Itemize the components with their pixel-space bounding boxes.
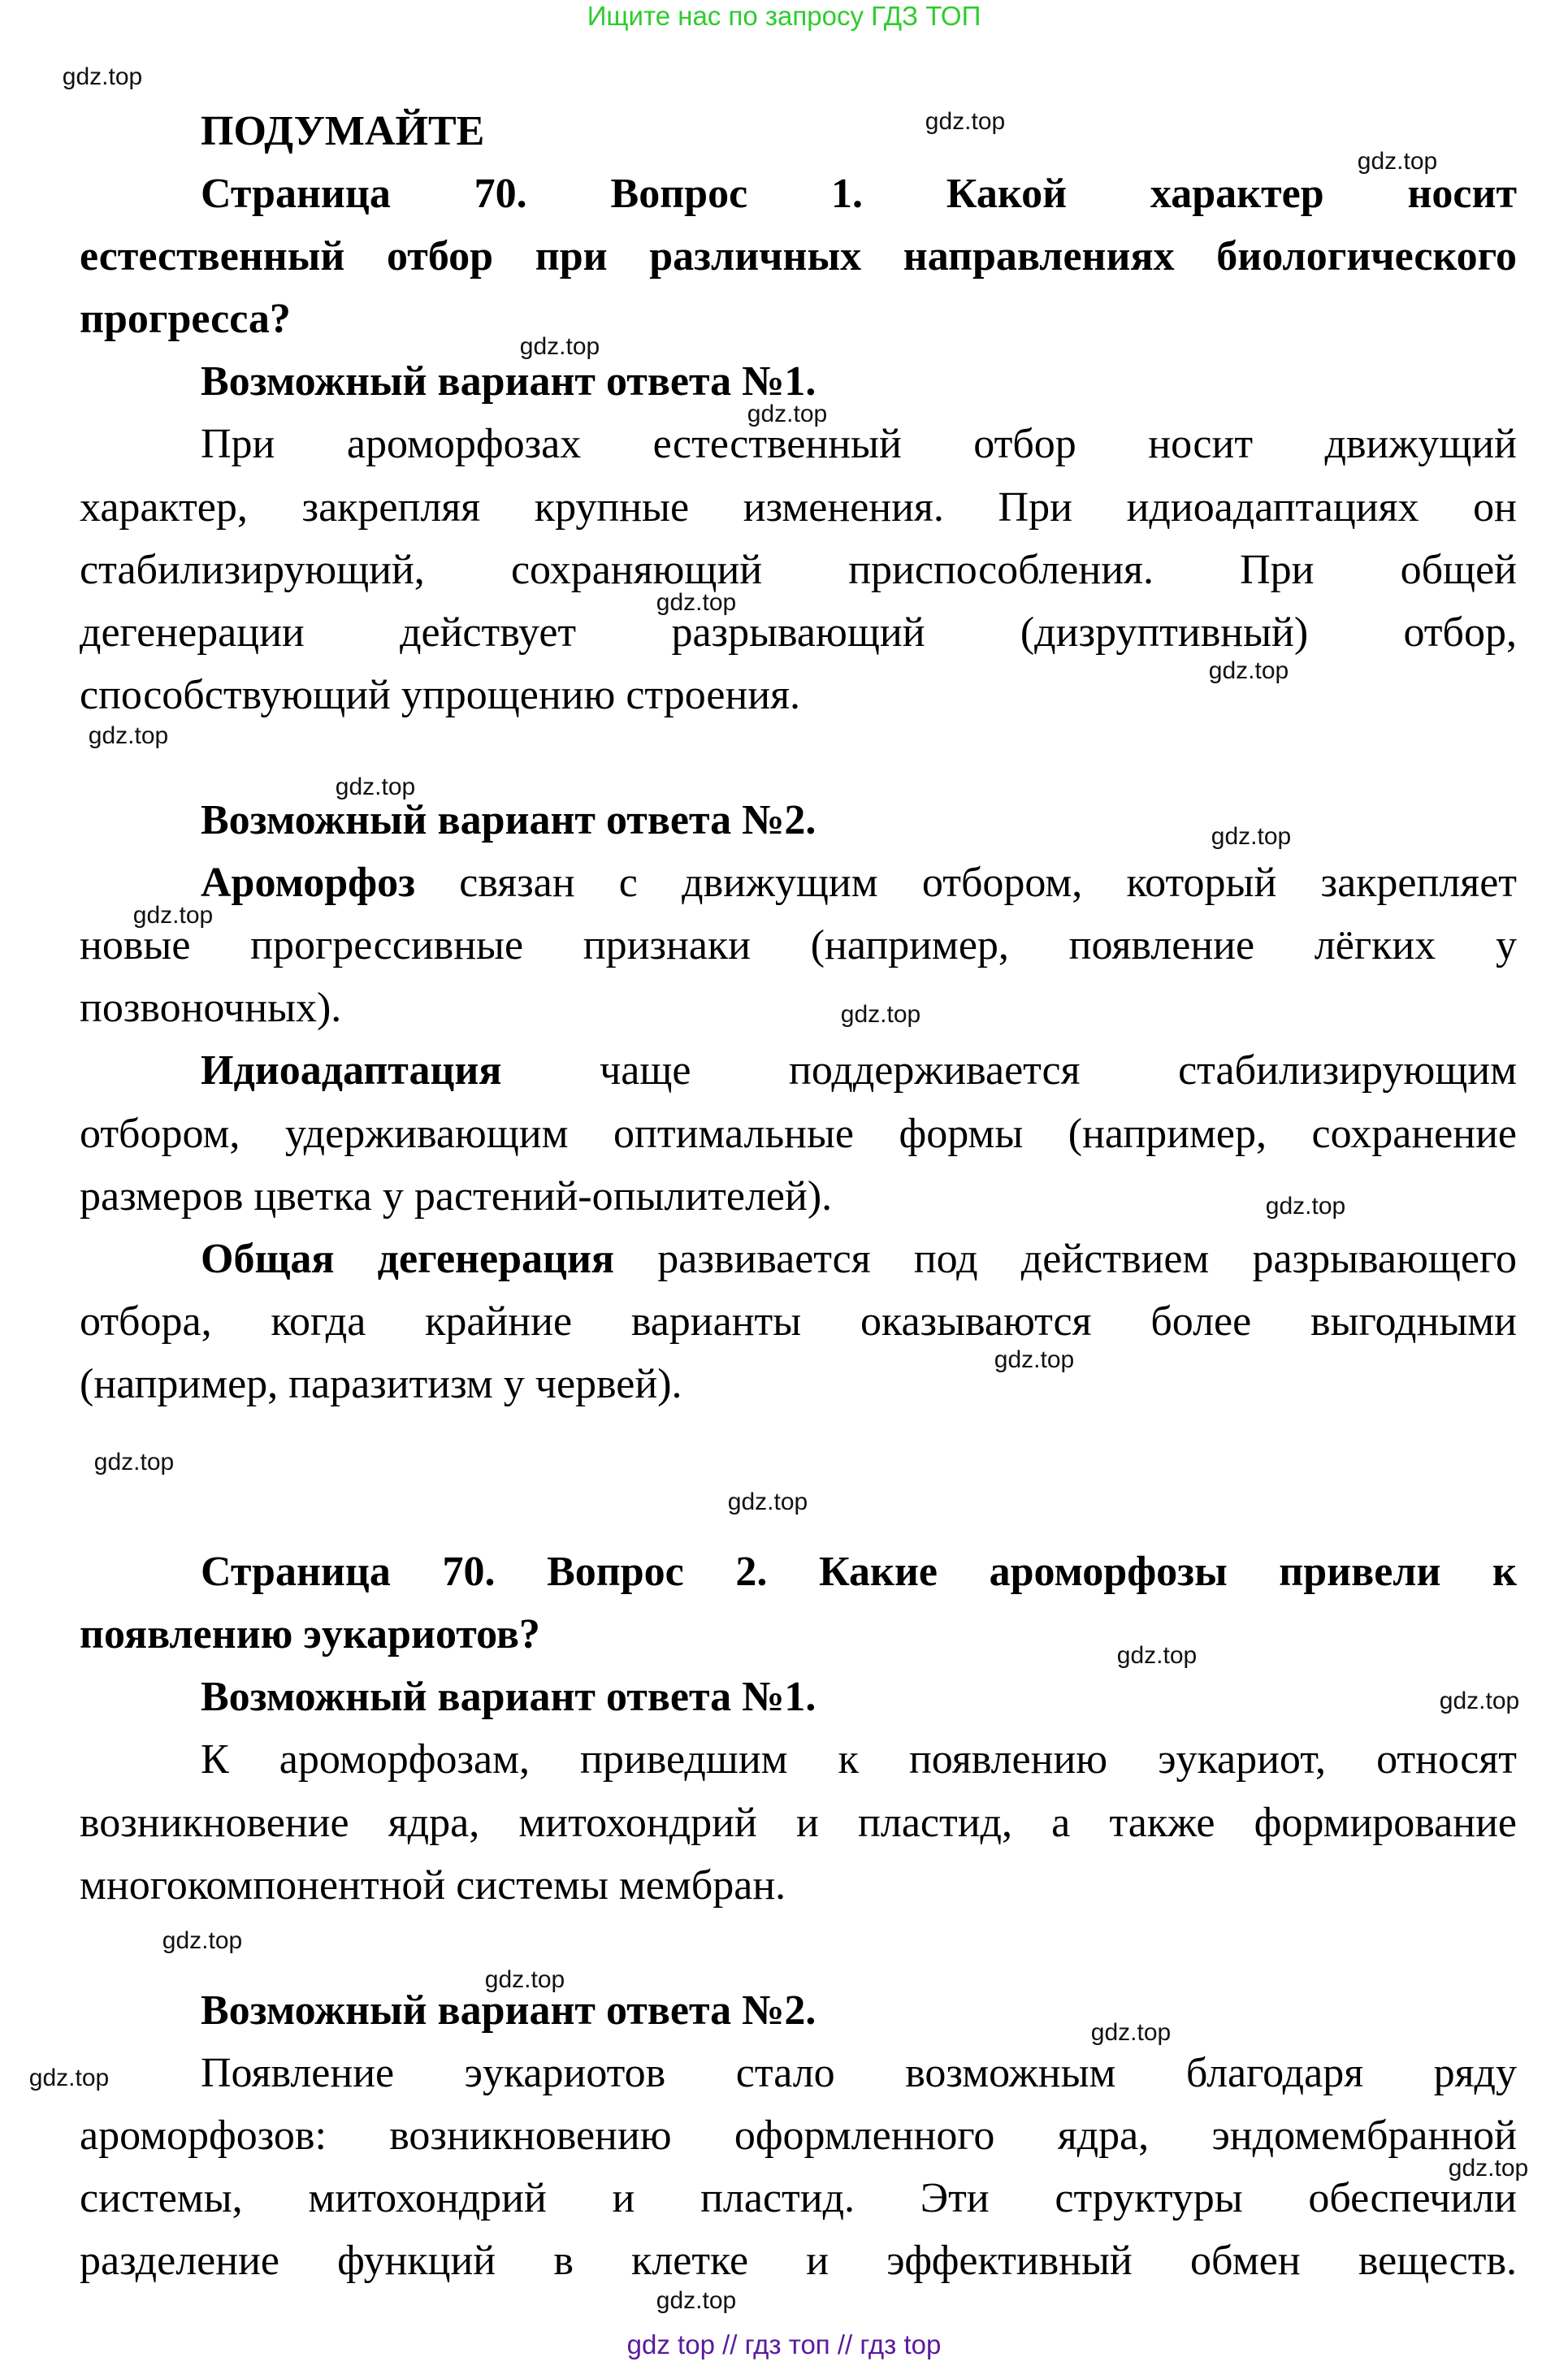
text-line (80, 2042, 1517, 2104)
line-text: Появление эукариотов стало возможным благодаря ряду (201, 2049, 1517, 2096)
heading-line (80, 1540, 1517, 1603)
watermark: gdz.top (162, 1927, 243, 1954)
text-line (80, 2167, 1517, 2230)
text-line (80, 2230, 1517, 2292)
search-banner[interactable]: Ищите нас по запросу ГДЗ ТОП (587, 1, 981, 31)
watermark: gdz.top (925, 108, 1006, 135)
line-text: возникновение ядра, митохондрий и пластид, а также формирование (80, 1799, 1517, 1846)
line-text: Возможный вариант ответа №1. (201, 1674, 816, 1721)
heading-line (80, 1666, 1520, 1728)
text-line (80, 1103, 1517, 1165)
line-text: отбора, когда крайние варианты оказываются более выгодными (80, 1298, 1517, 1345)
watermark: gdz.top (840, 1001, 921, 1028)
watermark: gdz.top (132, 902, 214, 929)
footer-banner[interactable]: gdz top // гдз топ // гдз top (626, 2329, 942, 2360)
heading-line (80, 1603, 1517, 1666)
watermark: gdz.top (1439, 1688, 1520, 1714)
heading-line (80, 288, 1517, 350)
watermark: gdz.top (519, 333, 600, 360)
bold-term: Ароморфоз (201, 860, 416, 907)
text-line (80, 1039, 1517, 1102)
line-text: Страница 70. Вопрос 2. Какие ароморфозы привели к (201, 1549, 1517, 1596)
text-line (80, 1854, 1517, 1917)
heading-line (80, 225, 1517, 288)
line-text: (например, паразитизм у червей). (80, 1360, 682, 1407)
watermark: gdz.top (727, 1488, 808, 1515)
line-text: появлению эукариотов? (80, 1611, 540, 1658)
line-text: новые прогрессивные признаки (например, появление лёгких у (80, 922, 1517, 969)
text-line (80, 977, 1517, 1039)
text-line (80, 1728, 1517, 1791)
line-text: способствующий упрощению строения. (80, 671, 801, 718)
line-text: многокомпонентной системы мембран. (80, 1861, 786, 1909)
line-text: Возможный вариант ответа №2. (201, 797, 816, 844)
bold-term: Общая дегенерация (201, 1235, 615, 1282)
watermark: gdz.top (88, 722, 169, 749)
line-text: дегенерации действует разрывающий (дизруптивный) отбор, (80, 609, 1517, 656)
line-text: Возможный вариант ответа №1. (201, 358, 816, 405)
line-text: системы, митохондрий и пластид. Эти структуры обеспечили (80, 2175, 1517, 2222)
line-text: развивается под действием разрывающего (614, 1235, 1518, 1282)
line-text: отбором, удерживающим оптимальные формы (например, сохранение (80, 1110, 1517, 1157)
line-text: ароморфозов: возникновению оформленного ядра, эндомембранной (80, 2112, 1517, 2159)
watermark: gdz.top (28, 2065, 110, 2091)
text-line (80, 664, 1517, 726)
line-text: стабилизирующий, сохраняющий приспособления. При общей (80, 546, 1517, 593)
watermark: gdz.top (747, 401, 828, 427)
bold-term: Идиоадаптация (201, 1047, 502, 1094)
watermark: gdz.top (1265, 1193, 1346, 1220)
watermark: gdz.top (994, 1346, 1075, 1373)
line-text: разделение функций в клетке и эффективный обмен веществ. (80, 2238, 1517, 2285)
text-line (80, 1353, 1517, 1415)
line-text: ПОДУМАЙТЕ (201, 108, 485, 154)
line-text: связан с движущим отбором, который закрепляет (415, 860, 1517, 907)
line-text: К ароморфозам, приведшим к появлению эукариот, относят (201, 1736, 1517, 1783)
watermark: gdz.top (93, 1449, 175, 1476)
text-line (80, 1415, 1517, 1478)
heading-line (80, 1979, 1517, 2042)
text-line (80, 852, 1517, 914)
line-text: характер, закрепляя крупные изменения. При идиоадаптациях он (80, 483, 1517, 531)
watermark: gdz.top (1208, 657, 1289, 684)
heading-line (80, 789, 1517, 852)
text-line (80, 539, 1517, 601)
text-line (80, 1290, 1517, 1353)
text-line (80, 601, 1517, 664)
text-line (80, 726, 1517, 789)
text-line (80, 476, 1517, 539)
watermark: gdz.top (1357, 148, 1438, 175)
line-text: естественный отбор при различных направлениях биологического (80, 233, 1517, 280)
text-line (80, 914, 1517, 977)
line-text: размеров цветка у растений-опылителей). (80, 1172, 833, 1220)
text-line (80, 1792, 1517, 1854)
watermark: gdz.top (1090, 2019, 1172, 2046)
text-line (80, 2104, 1517, 2167)
watermark: gdz.top (656, 589, 737, 616)
line-text: При ароморфозах естественный отбор носит движущий (201, 421, 1517, 468)
watermark: gdz.top (1211, 823, 1292, 850)
line-text: Возможный вариант ответа №2. (201, 1987, 816, 2034)
heading-line (80, 100, 1517, 162)
watermark: gdz.top (484, 1966, 565, 1993)
text-line (80, 1228, 1517, 1290)
heading-line (80, 162, 1517, 225)
line-text: прогресса? (80, 296, 291, 343)
watermark: gdz.top (656, 2287, 737, 2314)
line-text: Страница 70. Вопрос 1. Какой характер носит (201, 171, 1517, 218)
watermark: gdz.top (1448, 2155, 1529, 2182)
watermark: gdz.top (62, 63, 143, 90)
watermark: gdz.top (1116, 1642, 1198, 1669)
text-line (80, 1917, 1517, 1979)
watermark: gdz.top (335, 774, 416, 800)
line-text: позвоночных). (80, 985, 342, 1032)
line-text: чаще поддерживается стабилизирующим (501, 1047, 1517, 1094)
